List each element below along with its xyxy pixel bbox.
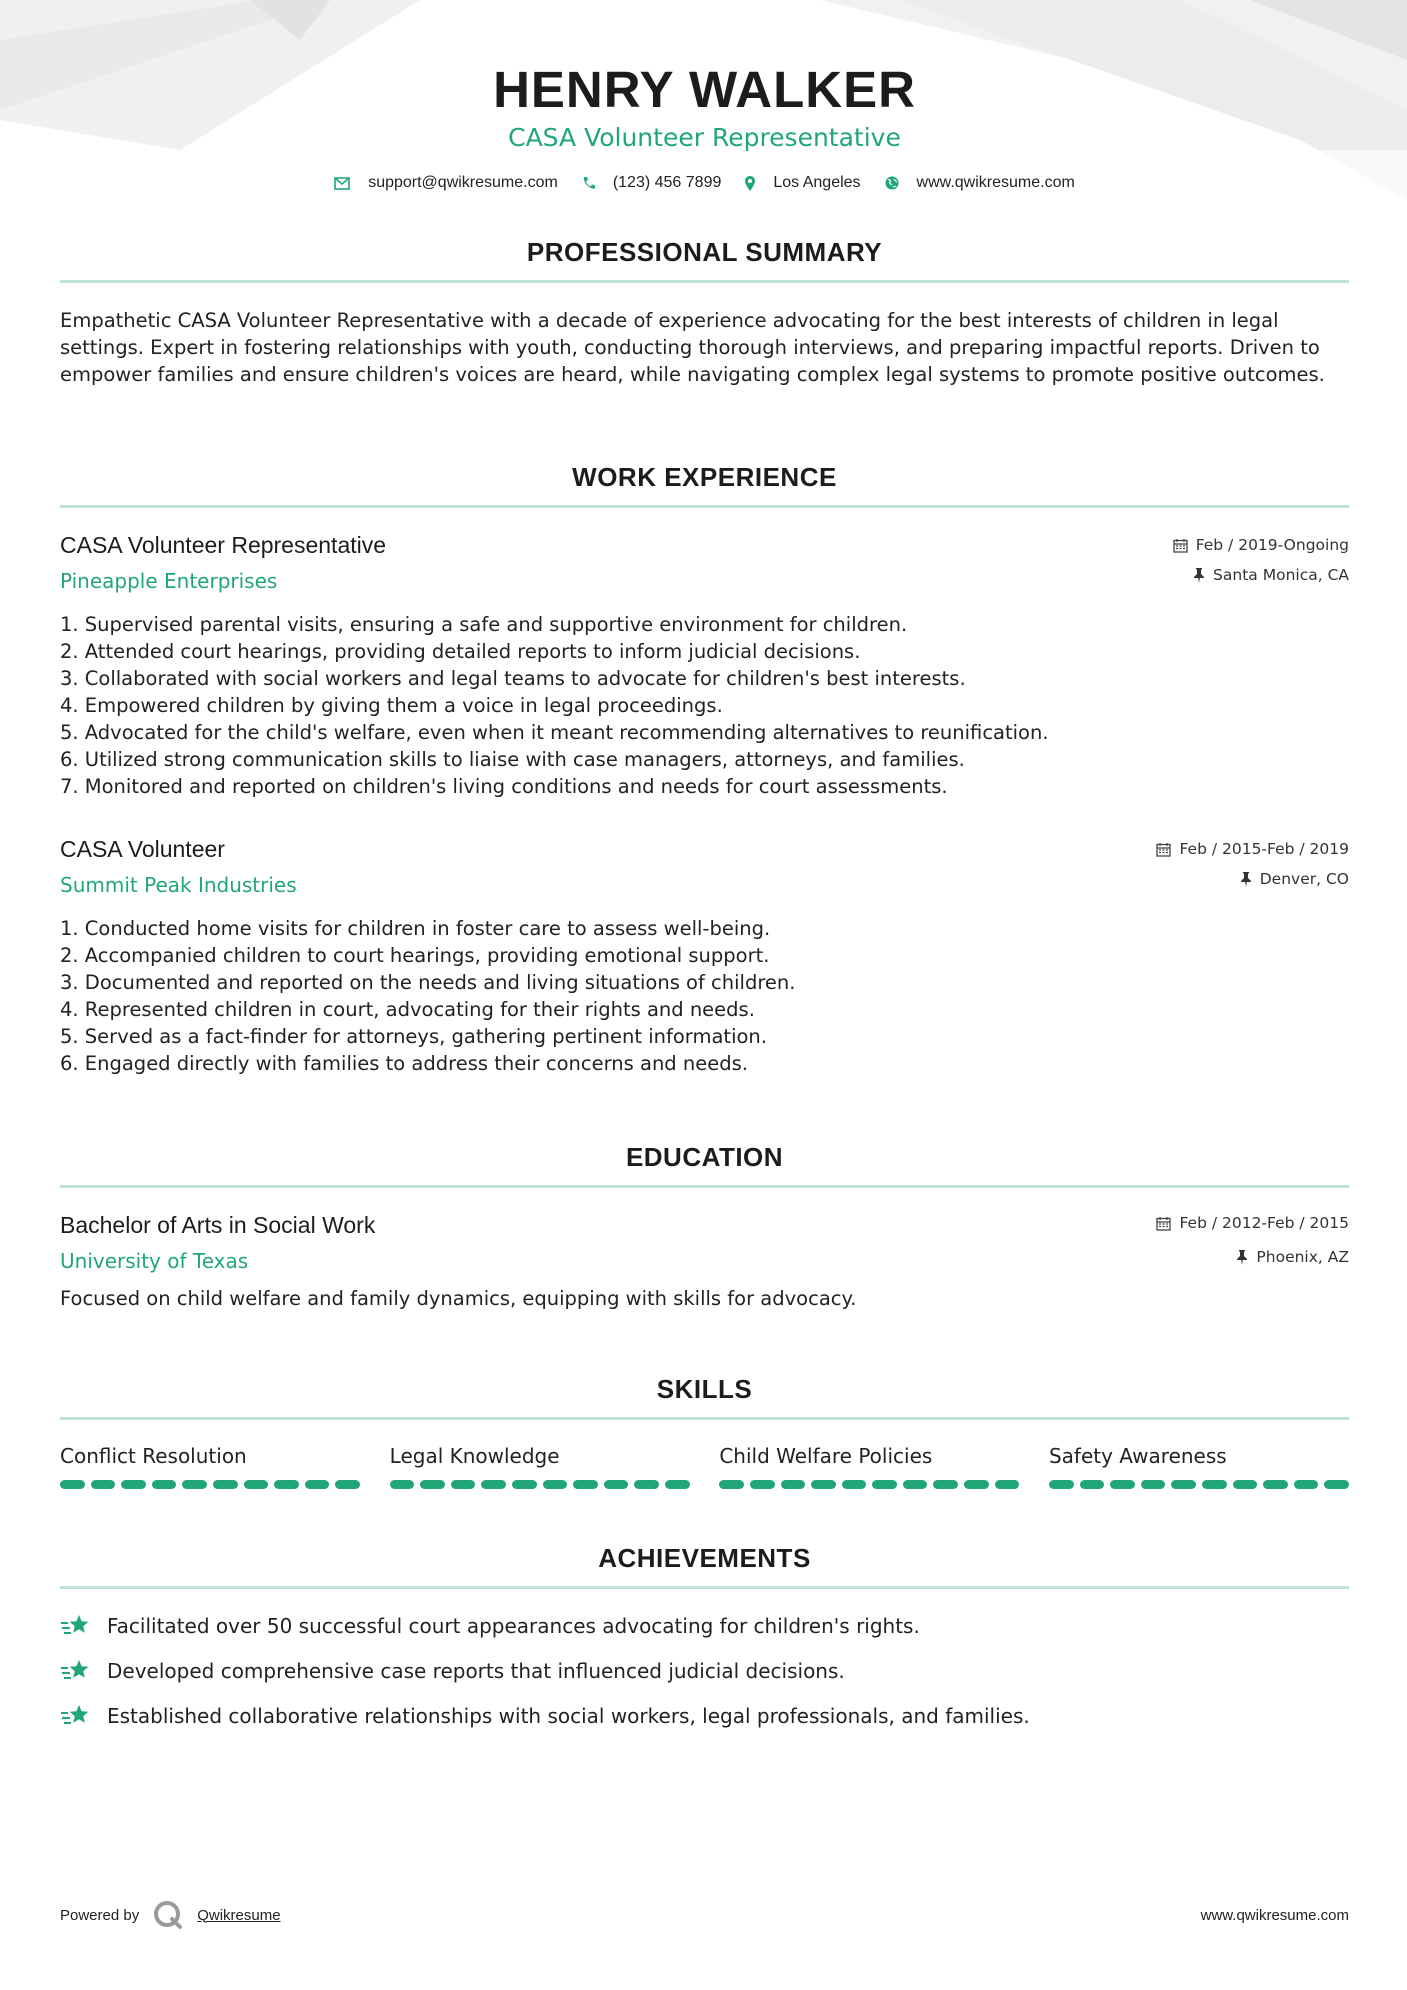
education-description: Focused on child welfare and family dynamics, equipping with skills for advocacy.	[60, 1287, 857, 1310]
job-entry	[60, 532, 1349, 800]
section-divider	[60, 1586, 1349, 1589]
shooting-star-icon	[60, 1613, 91, 1639]
contact-location	[745, 174, 860, 192]
job-title: CASA Volunteer	[60, 836, 225, 862]
education-location	[1156, 1248, 1349, 1266]
achievement-item	[60, 1603, 1349, 1648]
job-dates	[1156, 840, 1349, 858]
location-text: Los Angeles	[773, 174, 861, 191]
list-item: 2. Accompanied children to court hearings, providing emotional support.	[60, 944, 770, 967]
experience-section	[60, 462, 1349, 1077]
powered-by	[60, 1900, 281, 1930]
achievements-section	[60, 1543, 1349, 1738]
section-divider	[60, 505, 1349, 508]
job-meta	[1173, 536, 1349, 584]
skills-list	[60, 1444, 1349, 1489]
company-name: Pineapple Enterprises	[60, 569, 278, 593]
section-divider	[60, 1417, 1349, 1420]
job-title: CASA Volunteer Representative	[60, 532, 387, 558]
list-item: 4. Empowered children by giving them a voice in legal proceedings.	[60, 694, 723, 717]
qwikresume-logo-icon	[153, 1900, 183, 1930]
summary-section	[60, 237, 1349, 388]
achievement-text: Established collaborative relationships with social workers, legal professionals, and families.	[107, 1703, 1030, 1728]
skill-item	[60, 1444, 360, 1489]
powered-by-label: Powered by	[60, 1906, 140, 1924]
section-divider	[60, 280, 1349, 283]
resume-header	[60, 0, 1349, 192]
phone-text: (123) 456 7899	[612, 174, 722, 191]
calendar-icon	[1156, 842, 1171, 857]
job-dates-text: Feb / 2015-Feb / 2019	[1179, 840, 1349, 858]
list-item: 4. Represented children in court, advocating for their rights and needs.	[60, 998, 755, 1021]
shooting-star-icon	[60, 1658, 91, 1684]
candidate-name: HENRY WALKER	[493, 61, 916, 118]
map-pin-icon	[745, 176, 755, 191]
achievement-item	[60, 1648, 1349, 1693]
calendar-icon	[1173, 538, 1188, 553]
globe-icon	[885, 176, 899, 190]
job-location-text: Denver, CO	[1259, 870, 1349, 888]
list-item: 6. Utilized strong communication skills to liaise with case managers, attorneys, and families.	[60, 748, 965, 771]
list-item: 1. Conducted home visits for children in foster care to assess well-being.	[60, 917, 771, 940]
list-item: 5. Served as a fact-finder for attorneys, gathering pertinent information.	[60, 1025, 767, 1048]
contact-phone[interactable]	[582, 174, 722, 192]
list-item: 2. Attended court hearings, providing detailed reports to inform judicial decisions.	[60, 640, 861, 663]
job-entry	[60, 836, 1349, 1077]
education-entry	[60, 1212, 1349, 1312]
education-location-text: Phoenix, AZ	[1256, 1248, 1349, 1266]
phone-icon	[582, 176, 595, 190]
footer-website[interactable]: www.qwikresume.com	[1200, 1906, 1349, 1924]
candidate-role: CASA Volunteer Representative	[508, 123, 901, 152]
achievement-item	[60, 1693, 1349, 1738]
list-item: 1. Supervised parental visits, ensuring a safe and supportive environment for children.	[60, 613, 908, 636]
company-name: Summit Peak Industries	[60, 873, 297, 897]
skill-level-bar	[719, 1480, 1019, 1489]
pushpin-icon	[1240, 872, 1252, 887]
skill-item	[719, 1444, 1019, 1489]
skill-name: Conflict Resolution	[60, 1444, 247, 1468]
resume-page	[60, 0, 1349, 1924]
skill-name: Safety Awareness	[1048, 1444, 1227, 1468]
email-text: support@qwikresume.com	[368, 174, 558, 191]
skill-item	[1049, 1444, 1349, 1489]
job-dates-text: Feb / 2019-Ongoing	[1195, 536, 1349, 554]
envelope-icon	[334, 177, 350, 190]
skill-level-bar	[390, 1480, 690, 1489]
achievement-text: Developed comprehensive case reports that influenced judicial decisions.	[107, 1658, 845, 1683]
achievements-list	[60, 1603, 1349, 1738]
list-item: 7. Monitored and reported on children's living conditions and needs for court assessments.	[60, 775, 948, 798]
job-location	[1173, 566, 1349, 584]
achievement-text: Facilitated over 50 successful court appearances advocating for children's rights.	[107, 1613, 920, 1638]
school-name: University of Texas	[60, 1249, 249, 1273]
page-footer	[60, 1900, 1349, 1930]
education-section	[60, 1142, 1349, 1312]
section-divider	[60, 1185, 1349, 1188]
education-meta	[1156, 1214, 1349, 1266]
list-item: 3. Documented and reported on the needs and living situations of children.	[60, 971, 796, 994]
education-dates	[1156, 1214, 1349, 1232]
experience-heading: WORK EXPERIENCE	[572, 462, 837, 492]
pushpin-icon	[1236, 1250, 1248, 1265]
skill-name: Legal Knowledge	[389, 1444, 560, 1468]
shooting-star-icon	[60, 1703, 91, 1729]
list-item: 5. Advocated for the child's welfare, even when it meant recommending alternatives to reunification.	[60, 721, 1049, 744]
education-dates-text: Feb / 2012-Feb / 2015	[1179, 1214, 1349, 1232]
skill-name: Child Welfare Policies	[719, 1444, 933, 1468]
job-duties	[60, 915, 1349, 1077]
list-item: 6. Engaged directly with families to address their concerns and needs.	[60, 1052, 748, 1075]
job-location	[1156, 870, 1349, 888]
skill-item	[390, 1444, 690, 1489]
calendar-icon	[1156, 1216, 1171, 1231]
list-item: 3. Collaborated with social workers and legal teams to advocate for children's best interests.	[60, 667, 966, 690]
contact-bar	[60, 174, 1349, 192]
achievements-heading: ACHIEVEMENTS	[598, 1543, 811, 1573]
skills-heading: SKILLS	[656, 1374, 753, 1404]
contact-email[interactable]	[334, 174, 558, 192]
job-dates	[1173, 536, 1349, 554]
qwikresume-link[interactable]: Qwikresume	[197, 1906, 281, 1924]
skills-section	[60, 1374, 1349, 1489]
contact-website[interactable]	[885, 174, 1075, 192]
skill-level-bar	[1049, 1480, 1349, 1489]
skill-level-bar	[60, 1480, 360, 1489]
job-duties	[60, 611, 1349, 800]
job-meta	[1156, 840, 1349, 888]
summary-heading: PROFESSIONAL SUMMARY	[526, 237, 883, 267]
summary-text: Empathetic CASA Volunteer Representative with a decade of experience advocating for the best interests of children in legal settings. Expert in fostering relationships with youth, conducting thorough interviews, and preparing impactful reports. Driven to empower families and ensure children's voices are heard, while navigating complex legal systems to promote positive outcomes.	[60, 309, 1325, 386]
website-text: www.qwikresume.com	[916, 174, 1075, 191]
education-heading: EDUCATION	[625, 1142, 784, 1172]
degree-title: Bachelor of Arts in Social Work	[60, 1212, 376, 1238]
job-location-text: Santa Monica, CA	[1213, 566, 1349, 584]
pushpin-icon	[1193, 568, 1205, 583]
